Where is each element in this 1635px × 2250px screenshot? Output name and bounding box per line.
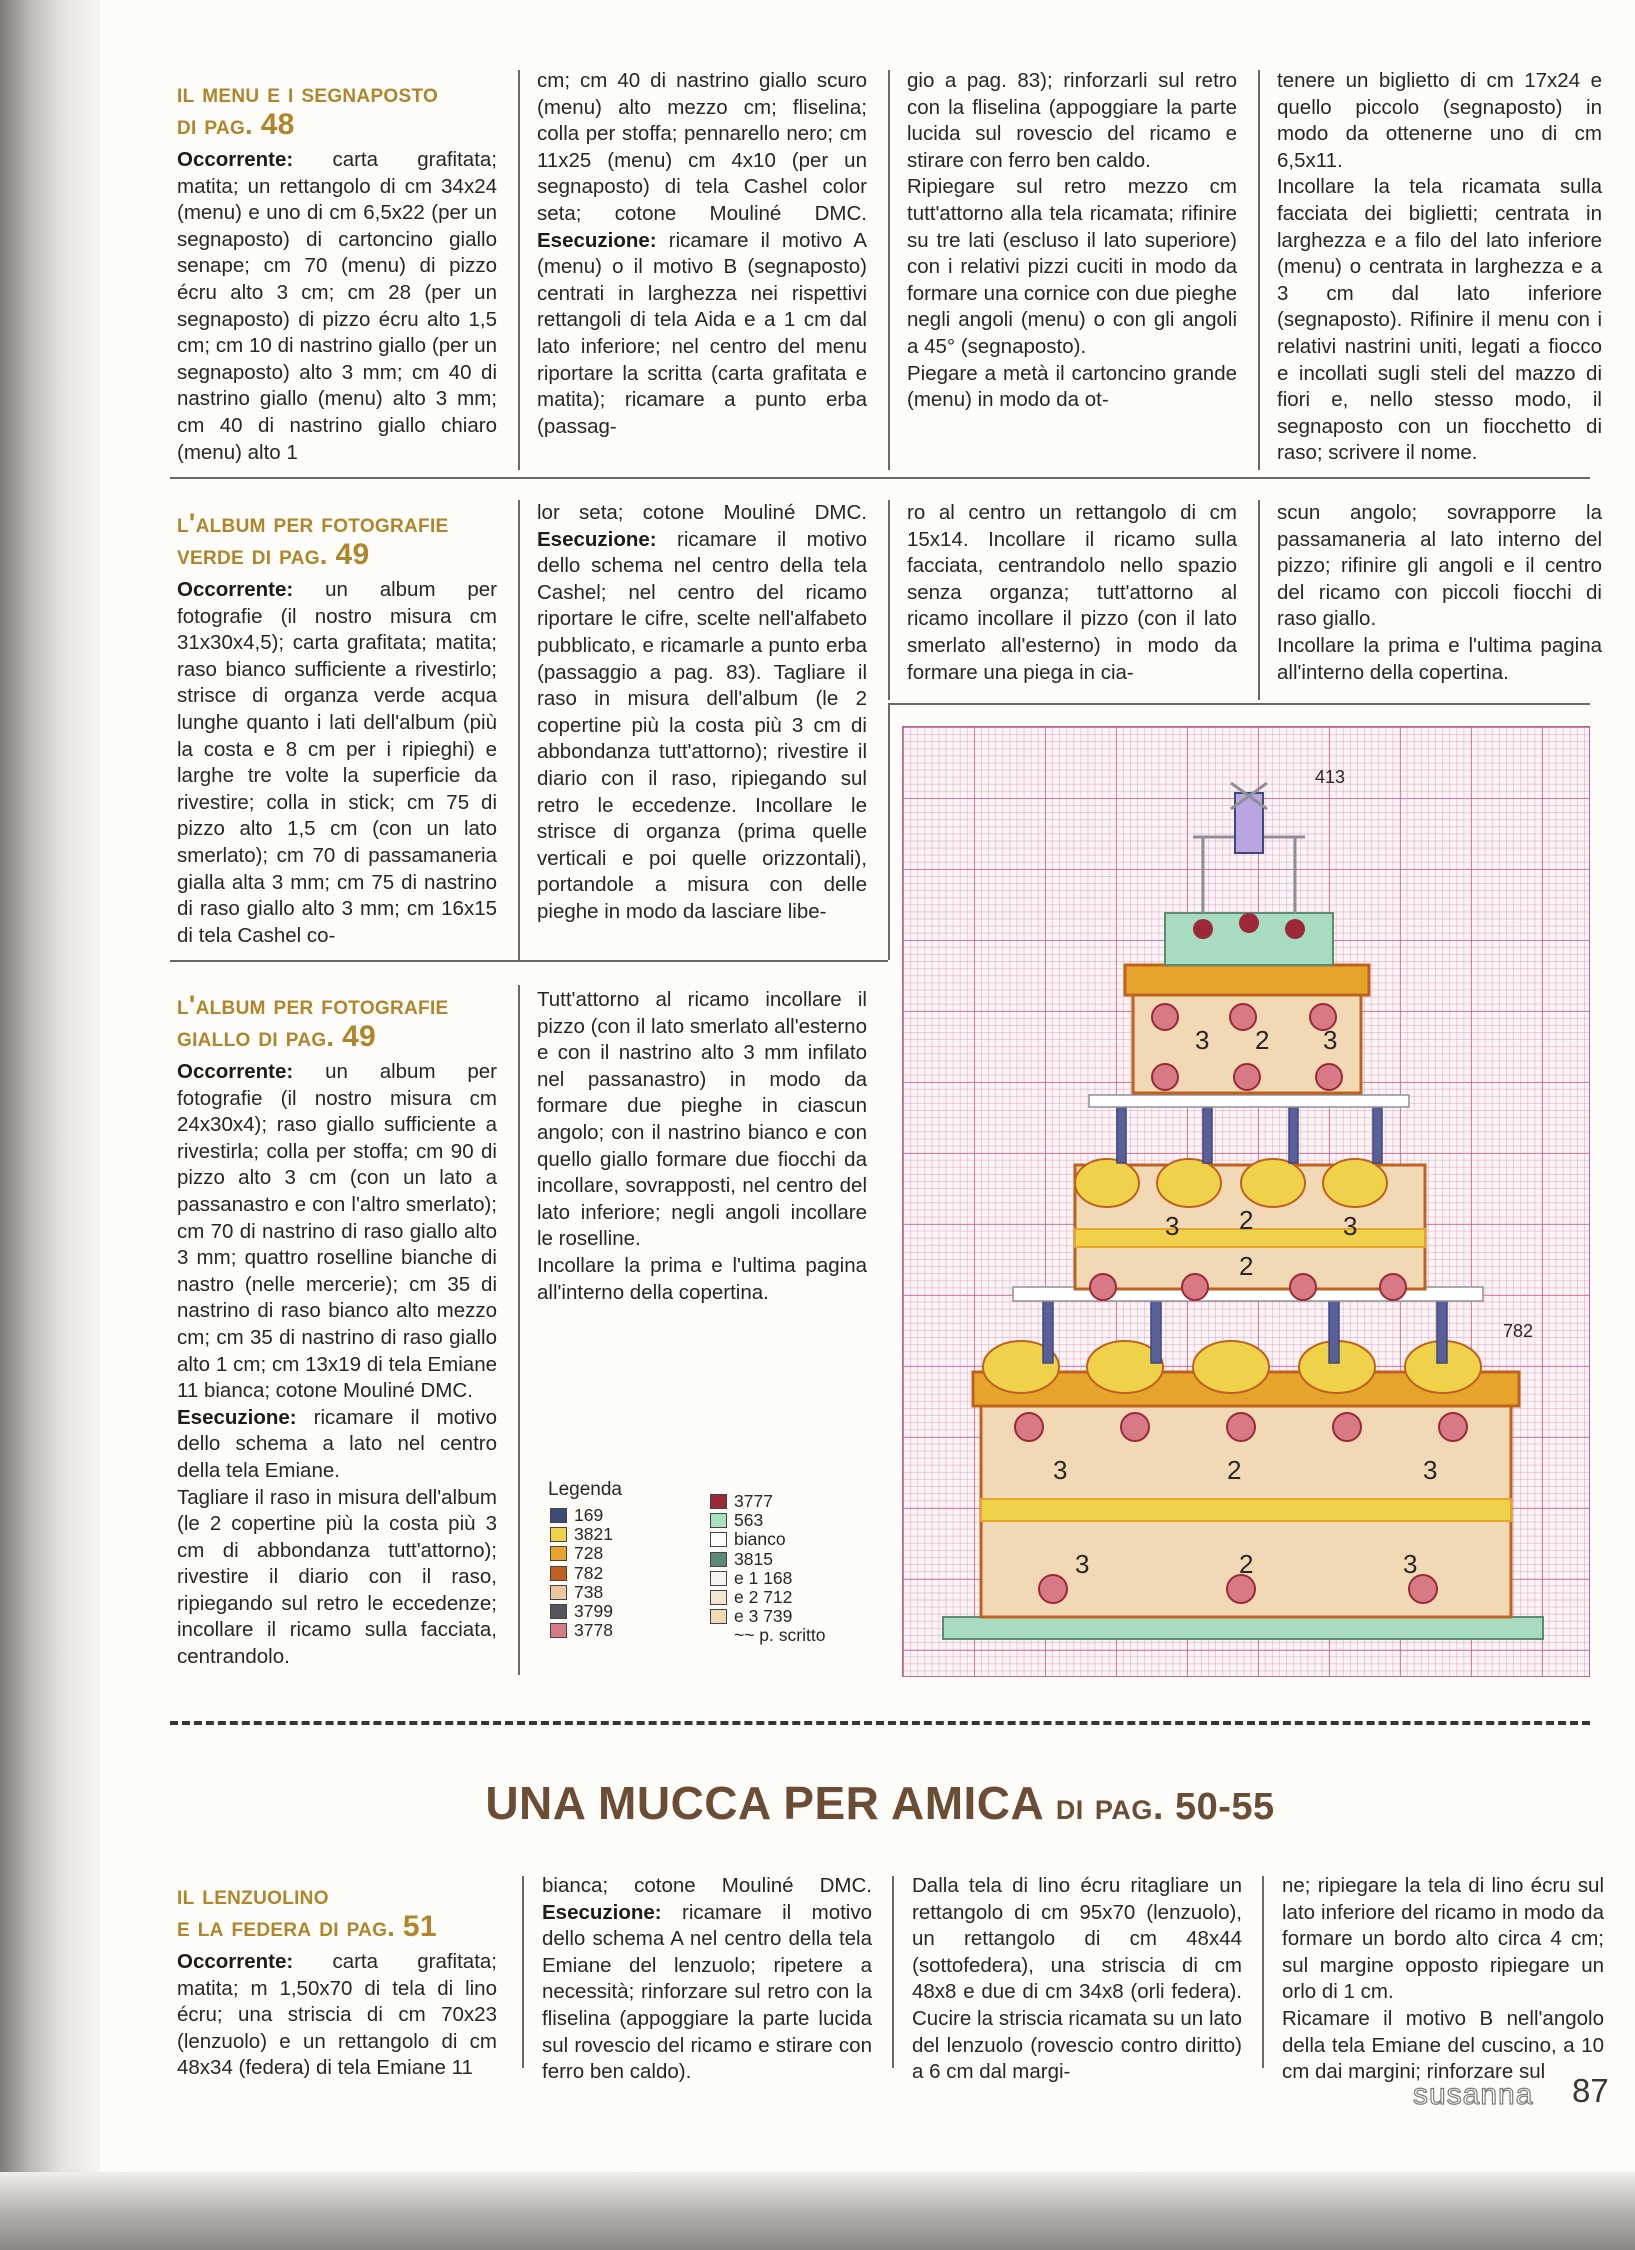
menu-col4-p1: tenere un biglietto di cm 17x24 e quello piccolo (segnaposto) in modo da ottenerne uno di cm 6,5x11. <box>1277 69 1602 172</box>
occorrente-label: Occorrente: <box>177 1950 294 1973</box>
svg-text:3: 3 <box>1423 1455 1438 1485</box>
lenzuolino-col4-p2: Ricamare il motivo B nell'angolo della tela Emiane del cuscino, a 10 cm dai margini; rinforzare sul <box>1282 2006 1604 2084</box>
menu-col3-p2: Ripiegare sul retro mezzo cm tutt'attorno alla tela ricamata; rifinire su tre lati (escluso il lato superiore) con i relativi pizzi cuciti in modo da formare una cornice con due pieghe negli angoli (menu) o con gli angoli a 45° (segnaposto). <box>907 175 1237 358</box>
lenzuolino-col-2 <box>542 1873 872 2086</box>
menu-occorrente-text: carta grafitata; matita; un rettangolo di cm 34x24 (menu) e uno di cm 6,5x22 (per un segnaposto) di cartoncino giallo senape; cm 70 (menu) di pizzo écru alto 3 cm; cm 28 (per un segnaposto) di pizzo écru alto 1,5 cm; cm 10 di nastrino giallo (per un segnaposto) alto 3 mm; cm 40 di nastrino giallo (menu) alto 3 mm; cm 40 di nastrino giallo chiaro (menu) alto 1 <box>177 148 497 464</box>
lenzuolino-col4-p1: ne; ripiegare la tela di lino écru sul lato inferiore del ricamo in modo da formare un bordo alto circa 4 cm; sul margine opposto ripiegare un orlo di 1 cm. <box>1282 1874 1604 2004</box>
album-verde-col2-b: ricamare il motivo dello schema nel centro della tela Cashel; nel centro del ricamo riportare le cifre, scelte nell'alfabeto pubblicato, e ricamarle a punto erba (passaggio a pag. 83). Tagliare il raso in misura dell'album (le 2 copertine più la costa più 3 cm di abbondanza tutt'attorno); rivestire il diario con il raso, ripiegando sul retro le eccedenze. Incollare le strisce di organza (prima quelle verticali e poi quelle orizzontali), portandole a misura con delle pieghe in modo da lasciare libe- <box>537 527 867 923</box>
lenzuolino-col2-b: ricamare il motivo dello schema A nel centro della tela Emiane del lenzuolo; ripetere a necessità; rinforzare sul retro con la fliselina (appoggiare la parte lucida sul rovescio del ricamo e stirare con ferro ben caldo). <box>542 1900 872 2084</box>
legend-swatch-icon <box>710 1571 727 1586</box>
legend-item <box>710 1588 825 1607</box>
legend-item <box>710 1626 825 1645</box>
svg-text:2: 2 <box>1239 1549 1254 1579</box>
menu-col-4 <box>1277 68 1602 467</box>
legend-code: 169 <box>574 1505 604 1525</box>
svg-text:2: 2 <box>1239 1205 1254 1235</box>
legend-swatch-icon <box>550 1623 567 1638</box>
legend-item <box>550 1621 613 1640</box>
cake-plate-upper <box>1089 1095 1409 1107</box>
legend-title: Legenda <box>548 1479 622 1500</box>
legend-swatch-icon <box>710 1609 727 1624</box>
cake-base <box>943 1617 1543 1639</box>
album-giallo-occorrente-text: un album per fotografie (il nostro misura cm 24x30x4); raso giallo sufficiente a rivestirla; colla per stoffa; cm 90 di pizzo alto 3 cm (con un lato a passanastro e con l'altro smerlato); cm 70 di nastrino di raso giallo alto 3 mm; quattro roselline bianche di nastro (nelle mercerie); cm 35 di nastrino di raso bianco alto mezzo cm; cm 35 di nastrino di raso giallo alto 1 cm; cm 13x19 di tela Emiane 11 bianca; cotone Mouliné DMC. <box>177 1060 497 1403</box>
legend-code: 728 <box>574 1543 604 1564</box>
legend-code: e 3 739 <box>734 1606 793 1627</box>
svg-text:3: 3 <box>1053 1455 1068 1485</box>
legend-item <box>710 1511 825 1530</box>
album-verde-title: l'album per fotografie verde di pag. 49 <box>177 508 449 571</box>
menu-col2-text-a: cm; cm 40 di nastrino giallo scuro (menu) alto mezzo cm; fliselina; colla per stoffa; pennarello nero; cm 11x25 (menu) cm 4x10 (per un segnaposto) di tela Cashel color seta; cotone Mouliné DMC. <box>537 69 867 225</box>
legend-item <box>550 1564 613 1583</box>
legend-item <box>710 1550 825 1569</box>
magazine-brand: susanna <box>1413 2078 1534 2111</box>
lenzuolino-title: il lenzuolino e la federa di pag. 51 <box>177 1880 437 1943</box>
cross-stitch-chart <box>902 726 1590 1677</box>
legend-column-right <box>710 1492 825 1646</box>
album-giallo-title: l'album per fotografie giallo di pag. 49 <box>177 990 449 1053</box>
menu-col-2 <box>537 68 867 440</box>
menu-col-3 <box>907 68 1237 414</box>
column-divider <box>1258 500 1260 700</box>
album-giallo-col1-p2: Tagliare il raso in misura dell'album (le 2 copertine più la costa più 3 cm di abbondanza tutt'attorno); rivestire il diario con il raso, ripiegando sul retro le eccedenze; incollare il ricamo sulla facciata, centrandolo. <box>177 1485 497 1669</box>
legend-swatch-icon <box>550 1546 567 1561</box>
column-divider <box>518 500 520 960</box>
menu-col2-text-b: ricamare il motivo A (menu) o il motivo B (segnaposto) centrati in larghezza nei rispettivi rettangoli di tela Aida e a 1 cm dal lato inferiore; nel centro del menu riportare la scritta (carta grafitata e matita); ricamare a punto erba (passag- <box>537 228 867 438</box>
legend-swatch-icon <box>710 1552 727 1567</box>
album-verde-col4-p2: Incollare la prima e l'ultima pagina all'interno della copertina. <box>1277 633 1602 684</box>
menu-col3-p3: Piegare a metà il cartoncino grande (menu) in modo da ot- <box>907 361 1237 412</box>
occorrente-label: Occorrente: <box>177 148 294 171</box>
album-verde-occorrente-text: un album per fotografie (il nostro misura cm 31x30x4,5); carta grafitata; matita; raso bianco sufficiente a rivestirlo; strisce di organza verde acqua lunghe quanto i lati dell'album (più la costa e 8 cm per i ripieghi) e larghe tre volte la superficie da rivestire; colla in stick; cm 75 di pizzo alto 1,5 cm (con un lato smerlato); cm 70 di passamaneria gialla alta 3 mm; cm 75 di nastrino di raso giallo alto 3 mm; cm 16x15 di tela Cashel co- <box>177 578 497 947</box>
svg-text:2: 2 <box>1227 1455 1242 1485</box>
legend-code: 3799 <box>574 1600 613 1621</box>
legend-item <box>550 1583 613 1602</box>
lenzuolino-occorrente-text: carta grafitata; matita; m 1,50x70 di tela di lino écru; una striscia di cm 70x23 (lenzuolo) e un rettangolo di cm 48x34 (federa) di tela Emiane 11 <box>177 1950 497 2080</box>
album-verde-col3: ro al centro un rettangolo di cm 15x14. Incollare il ricamo sulla facciata, centrandolo nello spazio senza organza; tutt'attorno al ricamo incollare il pizzo (con il lato smerlato all'esterno) in modo da formare una piega in cia- <box>907 501 1237 684</box>
column-divider <box>1258 70 1260 470</box>
legend <box>548 1480 878 1670</box>
legend-item <box>710 1530 825 1549</box>
legend-swatch-icon <box>550 1585 567 1600</box>
legend-column-left <box>550 1506 613 1640</box>
menu-col4-p2: Incollare la tela ricamata sulla facciata dei biglietti; centrata in larghezza e a filo del lato inferiore (menu) o centrata in larghezza e a 3 cm dal lato inferiore (segnaposto). Rifinire il menu con i relativi nastrini uniti, legati a fiocco e incollati sugli steli del mazzo di fiori e, nello stesso modo, il segnaposto con un fiocchetto di raso; scrivere il nome. <box>1277 175 1602 465</box>
mucca-section-title: UNA MUCCA PER AMICA di pag. 50-55 <box>485 1777 1275 1829</box>
svg-text:2: 2 <box>1255 1025 1270 1055</box>
legend-swatch-icon <box>550 1566 567 1581</box>
album-giallo-esecuzione-text: ricamare il motivo dello schema a lato nel centro della tela Emiane. <box>177 1405 497 1482</box>
lenzuolino-col3: Dalla tela di lino écru ritagliare un rettangolo di cm 95x70 (lenzuolo), un rettangolo di cm 48x44 (sottofedera), una striscia di cm 48x8 e due di cm 34x8 (orli federa). Cucire la striscia ricamata su un lato del lenzuolo (rovescio contro diritto) a 6 cm dal margi- <box>912 1874 1242 2084</box>
chart-code-top: 413 <box>1315 767 1346 787</box>
column-divider <box>518 985 520 1675</box>
legend-code: 3821 <box>574 1524 613 1545</box>
section-divider <box>888 703 1590 705</box>
column-divider <box>518 70 520 470</box>
legend-item <box>550 1544 613 1563</box>
legend-item <box>710 1492 825 1511</box>
legend-swatch-icon <box>710 1494 727 1509</box>
album-verde-col4-p1: scun angolo; sovrapporre la passamaneria al lato interno del pizzo; rifinire gli angoli e il centro del ricamo con piccoli fiocchi di raso giallo. <box>1277 501 1602 631</box>
legend-swatch-icon <box>710 1513 727 1528</box>
menu-title: il menu e i segnaposto di pag. 48 <box>177 78 439 141</box>
album-giallo-col-1 <box>177 990 497 1671</box>
cake-ribbon <box>981 1499 1511 1521</box>
column-divider <box>888 703 890 960</box>
page-number: 87 <box>1572 2072 1609 2109</box>
esecuzione-label: Esecuzione: <box>542 1900 662 1924</box>
occorrente-label: Occorrente: <box>177 1060 294 1083</box>
svg-text:3: 3 <box>1323 1025 1338 1055</box>
esecuzione-label: Esecuzione: <box>537 527 657 551</box>
column-divider <box>1262 1876 1264 2068</box>
legend-code: e 1 168 <box>734 1567 793 1588</box>
album-verde-col-3 <box>907 500 1237 686</box>
svg-text:3: 3 <box>1343 1211 1358 1241</box>
legend-swatch-icon <box>710 1590 727 1605</box>
album-giallo-col2-p1: Tutt'attorno al ricamo incollare il pizzo (con il lato smerlato all'esterno e con il nastrino alto 3 mm infilato nel passanastro) in modo da formare due pieghe in ciascun angolo; con il nastrino bianco e con quello giallo formare due fiocchi da incollare, sovrapposti, nel centro del lato inferiore; negli angoli incollare le roselline. <box>537 988 867 1251</box>
svg-text:3: 3 <box>1195 1025 1210 1055</box>
lenzuolino-col2-a: bianca; cotone Mouliné DMC. <box>542 1874 872 1897</box>
esecuzione-label: Esecuzione: <box>537 228 657 252</box>
legend-code: 3778 <box>574 1620 613 1641</box>
legend-swatch-icon <box>710 1532 727 1547</box>
legend-item <box>550 1506 613 1525</box>
menu-col3-p1: gio a pag. 83); rinforzarli sul retro con la fliselina (appoggiare la parte lucida sul rovescio del ricamo e stirare con ferro ben caldo. <box>907 69 1237 172</box>
lenzuolino-col-1 <box>177 1880 497 2082</box>
lenzuolino-col-3 <box>912 1873 1242 2086</box>
legend-code: 3777 <box>734 1491 773 1511</box>
column-divider <box>888 500 890 700</box>
column-divider <box>888 70 890 470</box>
legend-item <box>710 1607 825 1626</box>
dashed-separator <box>170 1721 1590 1725</box>
album-verde-col-1 <box>177 508 497 949</box>
cake-tier-top-rim <box>1125 965 1369 995</box>
column-divider <box>522 1876 524 2068</box>
svg-text:2: 2 <box>1239 1251 1254 1281</box>
legend-swatch-icon <box>550 1508 567 1523</box>
legend-code: e 2 712 <box>734 1586 793 1607</box>
lenzuolino-col-4 <box>1282 1873 1604 2086</box>
column-divider <box>892 1876 894 2068</box>
legend-code: bianco <box>734 1529 786 1550</box>
menu-col-1 <box>177 78 497 466</box>
legend-swatch-icon <box>550 1604 567 1619</box>
album-giallo-col2-p2: Incollare la prima e l'ultima pagina all'interno della copertina. <box>537 1253 867 1304</box>
legend-swatch-icon <box>550 1527 567 1542</box>
chart-code-side: 782 <box>1503 1321 1534 1341</box>
album-verde-col-2 <box>537 500 867 926</box>
legend-code: ~~ p. scritto <box>734 1625 826 1646</box>
svg-text:3: 3 <box>1075 1549 1090 1579</box>
svg-text:3: 3 <box>1165 1211 1180 1241</box>
occorrente-label: Occorrente: <box>177 578 294 601</box>
svg-text:3: 3 <box>1403 1549 1418 1579</box>
wedding-cake-motif <box>903 727 1589 1676</box>
section-divider <box>170 477 1590 479</box>
cake-pillars-upper <box>1117 1101 1382 1163</box>
legend-code: 563 <box>734 1510 764 1531</box>
legend-code: 738 <box>574 1581 604 1602</box>
legend-code: 782 <box>574 1562 604 1583</box>
section-divider <box>170 960 888 962</box>
legend-item <box>710 1569 825 1588</box>
legend-item <box>550 1525 613 1544</box>
legend-item <box>550 1602 613 1621</box>
album-verde-col-4 <box>1277 500 1602 686</box>
album-giallo-col-2 <box>537 987 867 1306</box>
esecuzione-label: Esecuzione: <box>177 1405 297 1429</box>
page-bottom-edge <box>0 2172 1635 2250</box>
legend-code: 3815 <box>734 1548 773 1569</box>
album-verde-col2-a: lor seta; cotone Mouliné DMC. <box>537 501 867 524</box>
binding-spine-shadow <box>0 0 100 2250</box>
